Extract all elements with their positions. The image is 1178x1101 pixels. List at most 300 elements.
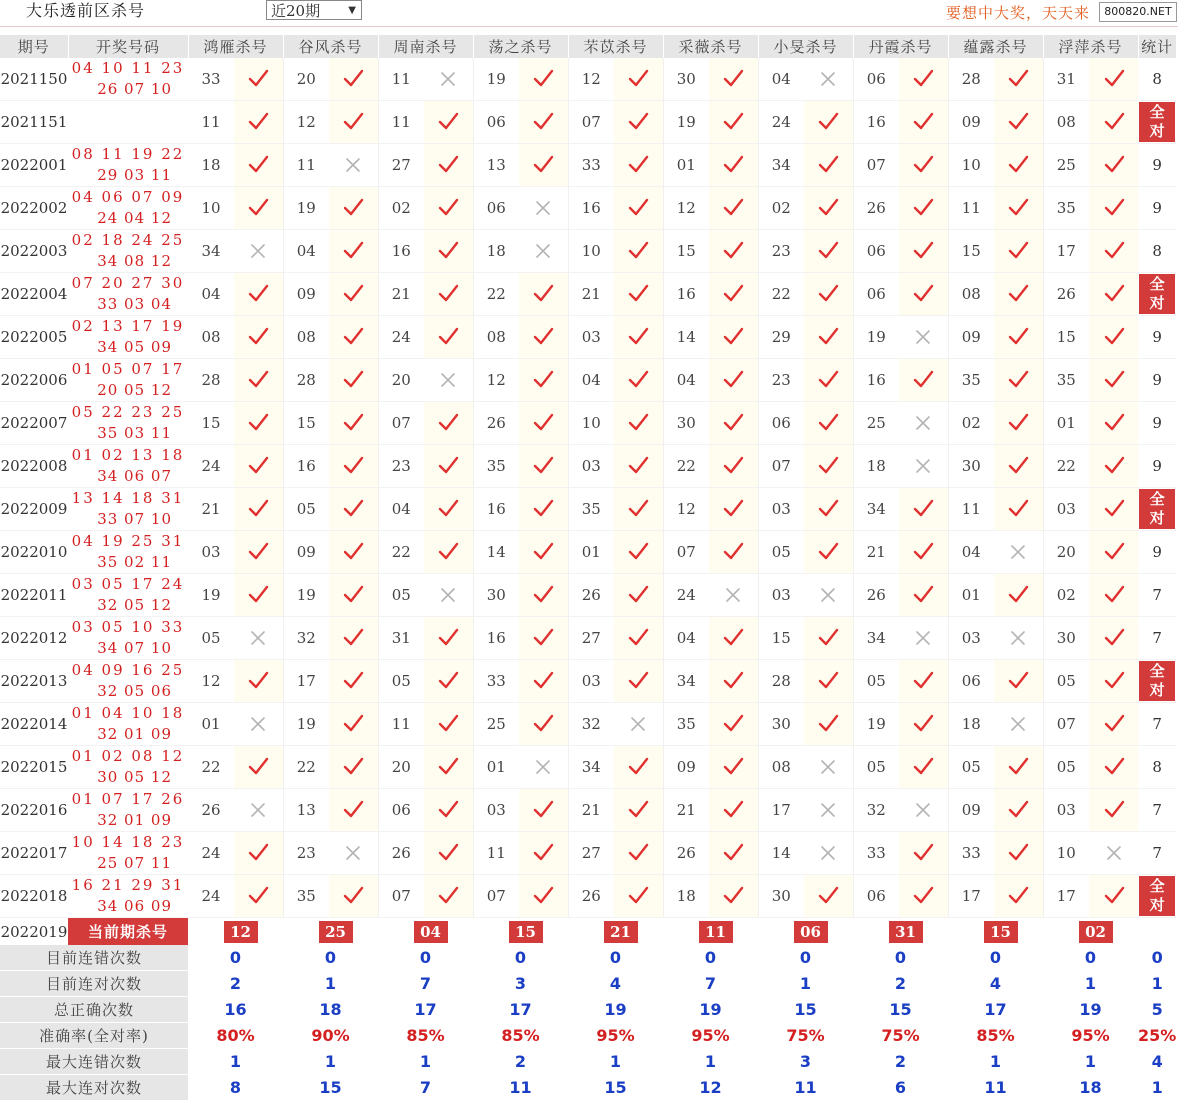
kill-number: 04 — [378, 488, 424, 531]
summary-label: 最大连错次数 — [0, 1049, 188, 1075]
summary-value: 17 — [378, 997, 473, 1023]
result-correct — [234, 488, 283, 531]
summary-row — [0, 1049, 1176, 1075]
result-correct — [899, 531, 948, 574]
cross-icon — [532, 240, 554, 262]
result-correct — [1089, 402, 1138, 445]
check-icon — [722, 885, 744, 907]
result-correct — [519, 58, 568, 101]
check-icon — [1103, 68, 1125, 90]
kill-number: 23 — [378, 445, 424, 488]
draw-numbers — [68, 617, 188, 660]
result-correct — [994, 660, 1043, 703]
kill-number: 22 — [473, 273, 519, 316]
result-correct — [329, 316, 378, 359]
result-wrong — [804, 58, 853, 101]
check-icon — [722, 498, 744, 520]
kill-number: 20 — [283, 58, 329, 101]
kill-number: 31 — [1043, 58, 1089, 101]
draw-numbers — [68, 359, 188, 402]
check-icon — [437, 885, 459, 907]
kill-number: 05 — [378, 660, 424, 703]
draw-numbers — [68, 488, 188, 531]
check-icon — [247, 498, 269, 520]
cross-icon — [437, 584, 459, 606]
check-icon — [817, 326, 839, 348]
check-icon — [342, 541, 364, 563]
current-kill-badge: 15 — [984, 921, 1018, 943]
result-correct — [804, 531, 853, 574]
check-icon — [817, 885, 839, 907]
kill-number: 12 — [663, 488, 709, 531]
kill-number: 16 — [663, 273, 709, 316]
check-icon — [722, 799, 744, 821]
summary-value: 1 — [1138, 971, 1176, 997]
check-icon — [912, 68, 934, 90]
check-icon — [1007, 498, 1029, 520]
site-badge[interactable]: 800820.NET — [1099, 2, 1177, 22]
check-icon — [1103, 584, 1125, 606]
result-correct — [994, 574, 1043, 617]
result-correct — [804, 187, 853, 230]
column-header: 芣苡杀号 — [568, 35, 663, 58]
kill-number: 35 — [568, 488, 614, 531]
kill-number: 21 — [568, 273, 614, 316]
check-icon — [627, 197, 649, 219]
result-correct — [709, 402, 758, 445]
stat-cell: 9 — [1138, 187, 1176, 230]
table-row — [0, 488, 1176, 531]
kill-number: 28 — [283, 359, 329, 402]
stat-cell: 7 — [1138, 789, 1176, 832]
check-icon — [437, 111, 459, 133]
check-icon — [627, 627, 649, 649]
check-icon — [627, 369, 649, 391]
check-icon — [722, 713, 744, 735]
result-correct — [424, 746, 473, 789]
draw-front-numbers: 07 20 27 30 — [71, 274, 185, 292]
result-correct — [234, 574, 283, 617]
current-issue-number: 2022019 — [0, 922, 68, 941]
kill-number: 26 — [853, 187, 899, 230]
result-correct — [234, 359, 283, 402]
check-icon — [247, 197, 269, 219]
draw-numbers — [68, 230, 188, 273]
check-icon — [817, 455, 839, 477]
kill-number: 30 — [1043, 617, 1089, 660]
result-wrong — [994, 531, 1043, 574]
kill-number-table — [0, 35, 1177, 1101]
stat-cell: 7 — [1138, 617, 1176, 660]
check-icon — [437, 326, 459, 348]
summary-value: 11 — [758, 1075, 853, 1101]
summary-value: 1 — [568, 1049, 663, 1075]
check-icon — [247, 111, 269, 133]
summary-value: 0 — [948, 945, 1043, 971]
kill-number: 34 — [853, 488, 899, 531]
kill-number: 11 — [378, 101, 424, 144]
result-wrong — [424, 58, 473, 101]
draw-back-numbers: 34 05 09 — [97, 338, 172, 356]
summary-value: 95% — [1043, 1023, 1138, 1049]
check-icon — [342, 240, 364, 262]
check-icon — [1007, 885, 1029, 907]
check-icon — [247, 412, 269, 434]
kill-number: 34 — [853, 617, 899, 660]
check-icon — [1007, 197, 1029, 219]
kill-number: 12 — [568, 58, 614, 101]
draw-back-numbers: 20 05 12 — [97, 381, 172, 399]
draw-back-numbers: 33 03 04 — [97, 295, 172, 313]
summary-value: 15 — [758, 997, 853, 1023]
result-correct — [614, 316, 663, 359]
summary-value: 2 — [188, 971, 283, 997]
table-row — [0, 101, 1176, 144]
result-correct — [899, 703, 948, 746]
current-kill-cell — [473, 918, 568, 946]
result-correct — [234, 660, 283, 703]
kill-number: 26 — [1043, 273, 1089, 316]
result-correct — [804, 488, 853, 531]
draw-back-numbers: 24 04 12 — [97, 209, 172, 227]
draw-front-numbers: 04 10 11 23 — [71, 59, 185, 77]
result-correct — [1089, 101, 1138, 144]
result-correct — [519, 875, 568, 918]
kill-number: 20 — [1043, 531, 1089, 574]
kill-number: 15 — [663, 230, 709, 273]
kill-number: 02 — [948, 402, 994, 445]
check-icon — [912, 842, 934, 864]
result-wrong — [994, 617, 1043, 660]
result-correct — [899, 273, 948, 316]
cross-icon — [1007, 627, 1029, 649]
kill-number: 06 — [378, 789, 424, 832]
result-correct — [994, 187, 1043, 230]
issue-number: 2022003 — [0, 230, 68, 273]
kill-number: 14 — [473, 531, 519, 574]
slogan-text: 要想中大奖，天天来 — [946, 4, 1091, 22]
check-icon — [532, 455, 554, 477]
result-correct — [519, 617, 568, 660]
kill-number: 31 — [378, 617, 424, 660]
result-correct — [329, 574, 378, 617]
kill-number: 08 — [188, 316, 234, 359]
kill-number: 25 — [853, 402, 899, 445]
kill-number: 34 — [188, 230, 234, 273]
table-row — [0, 359, 1176, 402]
result-correct — [1089, 144, 1138, 187]
draw-front-numbers: 16 21 29 31 — [71, 876, 185, 894]
kill-number: 02 — [758, 187, 804, 230]
check-icon — [247, 885, 269, 907]
kill-number: 03 — [568, 660, 614, 703]
check-icon — [912, 498, 934, 520]
summary-row — [0, 1075, 1176, 1101]
kill-number: 21 — [568, 789, 614, 832]
draw-back-numbers: 30 05 12 — [97, 768, 172, 786]
kill-number: 35 — [1043, 187, 1089, 230]
cross-icon — [817, 68, 839, 90]
all-correct-char: 对 — [1149, 122, 1165, 140]
all-correct-char: 全 — [1149, 275, 1165, 293]
result-correct — [709, 273, 758, 316]
result-correct — [234, 746, 283, 789]
check-icon — [342, 326, 364, 348]
kill-number: 26 — [473, 402, 519, 445]
summary-value: 85% — [948, 1023, 1043, 1049]
check-icon — [437, 498, 459, 520]
result-wrong — [519, 187, 568, 230]
kill-number: 16 — [473, 488, 519, 531]
kill-number: 09 — [283, 273, 329, 316]
kill-number: 18 — [853, 445, 899, 488]
stat-cell: 9 — [1138, 402, 1176, 445]
column-header: 周南杀号 — [378, 35, 473, 58]
result-wrong — [804, 789, 853, 832]
table-row — [0, 832, 1176, 875]
kill-number: 19 — [663, 101, 709, 144]
kill-number: 17 — [1043, 230, 1089, 273]
kill-number: 06 — [853, 273, 899, 316]
kill-number: 15 — [758, 617, 804, 660]
check-icon — [532, 111, 554, 133]
kill-number: 28 — [948, 58, 994, 101]
table-row — [0, 230, 1176, 273]
draw-numbers — [68, 875, 188, 918]
kill-number: 13 — [283, 789, 329, 832]
check-icon — [817, 498, 839, 520]
result-wrong — [424, 359, 473, 402]
result-correct — [709, 187, 758, 230]
current-kill-cell — [378, 918, 473, 946]
result-correct — [709, 660, 758, 703]
draw-numbers — [68, 445, 188, 488]
kill-number: 11 — [378, 58, 424, 101]
result-correct — [329, 789, 378, 832]
kill-number: 24 — [188, 445, 234, 488]
result-correct — [899, 660, 948, 703]
result-correct — [994, 746, 1043, 789]
issue-number: 2022016 — [0, 789, 68, 832]
result-correct — [709, 101, 758, 144]
draw-numbers — [68, 101, 188, 144]
draw-back-numbers: 34 07 10 — [97, 639, 172, 657]
cross-icon — [1007, 541, 1029, 563]
result-correct — [329, 273, 378, 316]
check-icon — [1103, 885, 1125, 907]
kill-number: 08 — [948, 273, 994, 316]
check-icon — [437, 455, 459, 477]
kill-number: 10 — [188, 187, 234, 230]
summary-label: 准确率(全对率) — [0, 1023, 188, 1049]
result-correct — [1089, 316, 1138, 359]
all-correct-badge — [1139, 489, 1175, 529]
draw-numbers — [68, 789, 188, 832]
current-kill-badge: 21 — [604, 921, 638, 943]
summary-value: 1 — [188, 1049, 283, 1075]
result-wrong — [899, 445, 948, 488]
kill-number: 03 — [568, 316, 614, 359]
check-icon — [342, 111, 364, 133]
result-correct — [614, 746, 663, 789]
check-icon — [532, 670, 554, 692]
kill-number: 22 — [378, 531, 424, 574]
summary-label: 最大连对次数 — [0, 1075, 188, 1101]
kill-number: 21 — [853, 531, 899, 574]
draw-front-numbers: 10 14 18 23 — [71, 833, 185, 851]
summary-value: 18 — [1043, 1075, 1138, 1101]
check-icon — [247, 842, 269, 864]
summary-value: 75% — [758, 1023, 853, 1049]
check-icon — [342, 498, 364, 520]
summary-value: 7 — [663, 971, 758, 997]
summary-label: 目前连对次数 — [0, 971, 188, 997]
check-icon — [722, 68, 744, 90]
check-icon — [437, 842, 459, 864]
draw-back-numbers: 34 08 12 — [97, 252, 172, 270]
check-icon — [1103, 498, 1125, 520]
check-icon — [912, 670, 934, 692]
current-kill-cell — [758, 918, 853, 946]
kill-number: 24 — [378, 316, 424, 359]
period-select[interactable] — [266, 0, 362, 20]
result-correct — [804, 316, 853, 359]
kill-number: 30 — [758, 703, 804, 746]
column-header: 采薇杀号 — [663, 35, 758, 58]
kill-number: 11 — [473, 832, 519, 875]
result-correct — [424, 144, 473, 187]
kill-number: 19 — [853, 316, 899, 359]
result-correct — [709, 746, 758, 789]
kill-number: 30 — [663, 402, 709, 445]
kill-number: 30 — [473, 574, 519, 617]
result-correct — [994, 445, 1043, 488]
result-correct — [329, 402, 378, 445]
draw-back-numbers: 32 05 06 — [97, 682, 172, 700]
kill-number: 08 — [1043, 101, 1089, 144]
summary-value: 2 — [853, 971, 948, 997]
summary-value: 0 — [853, 945, 948, 971]
result-correct — [234, 316, 283, 359]
stat-cell — [1138, 488, 1176, 531]
kill-number: 11 — [378, 703, 424, 746]
kill-number: 32 — [568, 703, 614, 746]
check-icon — [342, 283, 364, 305]
summary-value: 1 — [283, 971, 378, 997]
result-wrong — [899, 402, 948, 445]
result-correct — [899, 832, 948, 875]
check-icon — [912, 541, 934, 563]
kill-number: 17 — [1043, 875, 1089, 918]
check-icon — [912, 885, 934, 907]
summary-value: 8 — [188, 1075, 283, 1101]
current-kill-badge: 02 — [1079, 921, 1113, 943]
stat-cell: 9 — [1138, 359, 1176, 402]
cross-icon — [532, 197, 554, 219]
summary-value: 75% — [853, 1023, 948, 1049]
kill-number: 11 — [948, 187, 994, 230]
result-wrong — [424, 574, 473, 617]
table-body — [0, 58, 1176, 1101]
kill-number: 19 — [473, 58, 519, 101]
check-icon — [342, 369, 364, 391]
check-icon — [722, 541, 744, 563]
check-icon — [532, 885, 554, 907]
result-correct — [329, 359, 378, 402]
kill-number: 04 — [758, 58, 804, 101]
summary-row — [0, 997, 1176, 1023]
check-icon — [817, 412, 839, 434]
cross-icon — [817, 842, 839, 864]
kill-number: 09 — [948, 316, 994, 359]
kill-number: 18 — [663, 875, 709, 918]
check-icon — [437, 627, 459, 649]
issue-number: 2022017 — [0, 832, 68, 875]
current-issue-row — [0, 918, 1176, 946]
check-icon — [342, 799, 364, 821]
kill-number: 17 — [283, 660, 329, 703]
check-icon — [1007, 283, 1029, 305]
result-correct — [804, 617, 853, 660]
summary-value: 90% — [283, 1023, 378, 1049]
kill-number: 01 — [473, 746, 519, 789]
cross-icon — [342, 154, 364, 176]
check-icon — [1103, 670, 1125, 692]
cross-icon — [342, 842, 364, 864]
check-icon — [722, 283, 744, 305]
kill-number: 22 — [188, 746, 234, 789]
stat-cell: 9 — [1138, 531, 1176, 574]
issue-number: 2022001 — [0, 144, 68, 187]
column-header: 谷风杀号 — [283, 35, 378, 58]
summary-value: 15 — [283, 1075, 378, 1101]
kill-number: 35 — [1043, 359, 1089, 402]
kill-number: 03 — [758, 574, 804, 617]
result-correct — [614, 875, 663, 918]
draw-numbers — [68, 531, 188, 574]
check-icon — [912, 756, 934, 778]
kill-number: 05 — [853, 660, 899, 703]
check-icon — [437, 283, 459, 305]
result-wrong — [899, 617, 948, 660]
kill-number: 34 — [663, 660, 709, 703]
issue-number: 2022010 — [0, 531, 68, 574]
summary-row — [0, 1023, 1176, 1049]
kill-number: 05 — [1043, 746, 1089, 789]
cross-icon — [247, 240, 269, 262]
draw-numbers — [68, 402, 188, 445]
check-icon — [342, 412, 364, 434]
summary-row — [0, 971, 1176, 997]
check-icon — [437, 670, 459, 692]
draw-front-numbers: 08 11 19 22 — [71, 145, 185, 163]
kill-number: 35 — [283, 875, 329, 918]
result-correct — [424, 273, 473, 316]
summary-value: 0 — [758, 945, 853, 971]
kill-number: 25 — [1043, 144, 1089, 187]
summary-value: 19 — [1043, 997, 1138, 1023]
result-correct — [424, 101, 473, 144]
table-row — [0, 144, 1176, 187]
check-icon — [1007, 584, 1029, 606]
draw-front-numbers: 13 14 18 31 — [71, 489, 185, 507]
result-correct — [709, 230, 758, 273]
check-icon — [532, 412, 554, 434]
kill-number: 24 — [663, 574, 709, 617]
kill-number: 15 — [1043, 316, 1089, 359]
draw-back-numbers: 35 03 11 — [97, 424, 172, 442]
result-wrong — [899, 316, 948, 359]
